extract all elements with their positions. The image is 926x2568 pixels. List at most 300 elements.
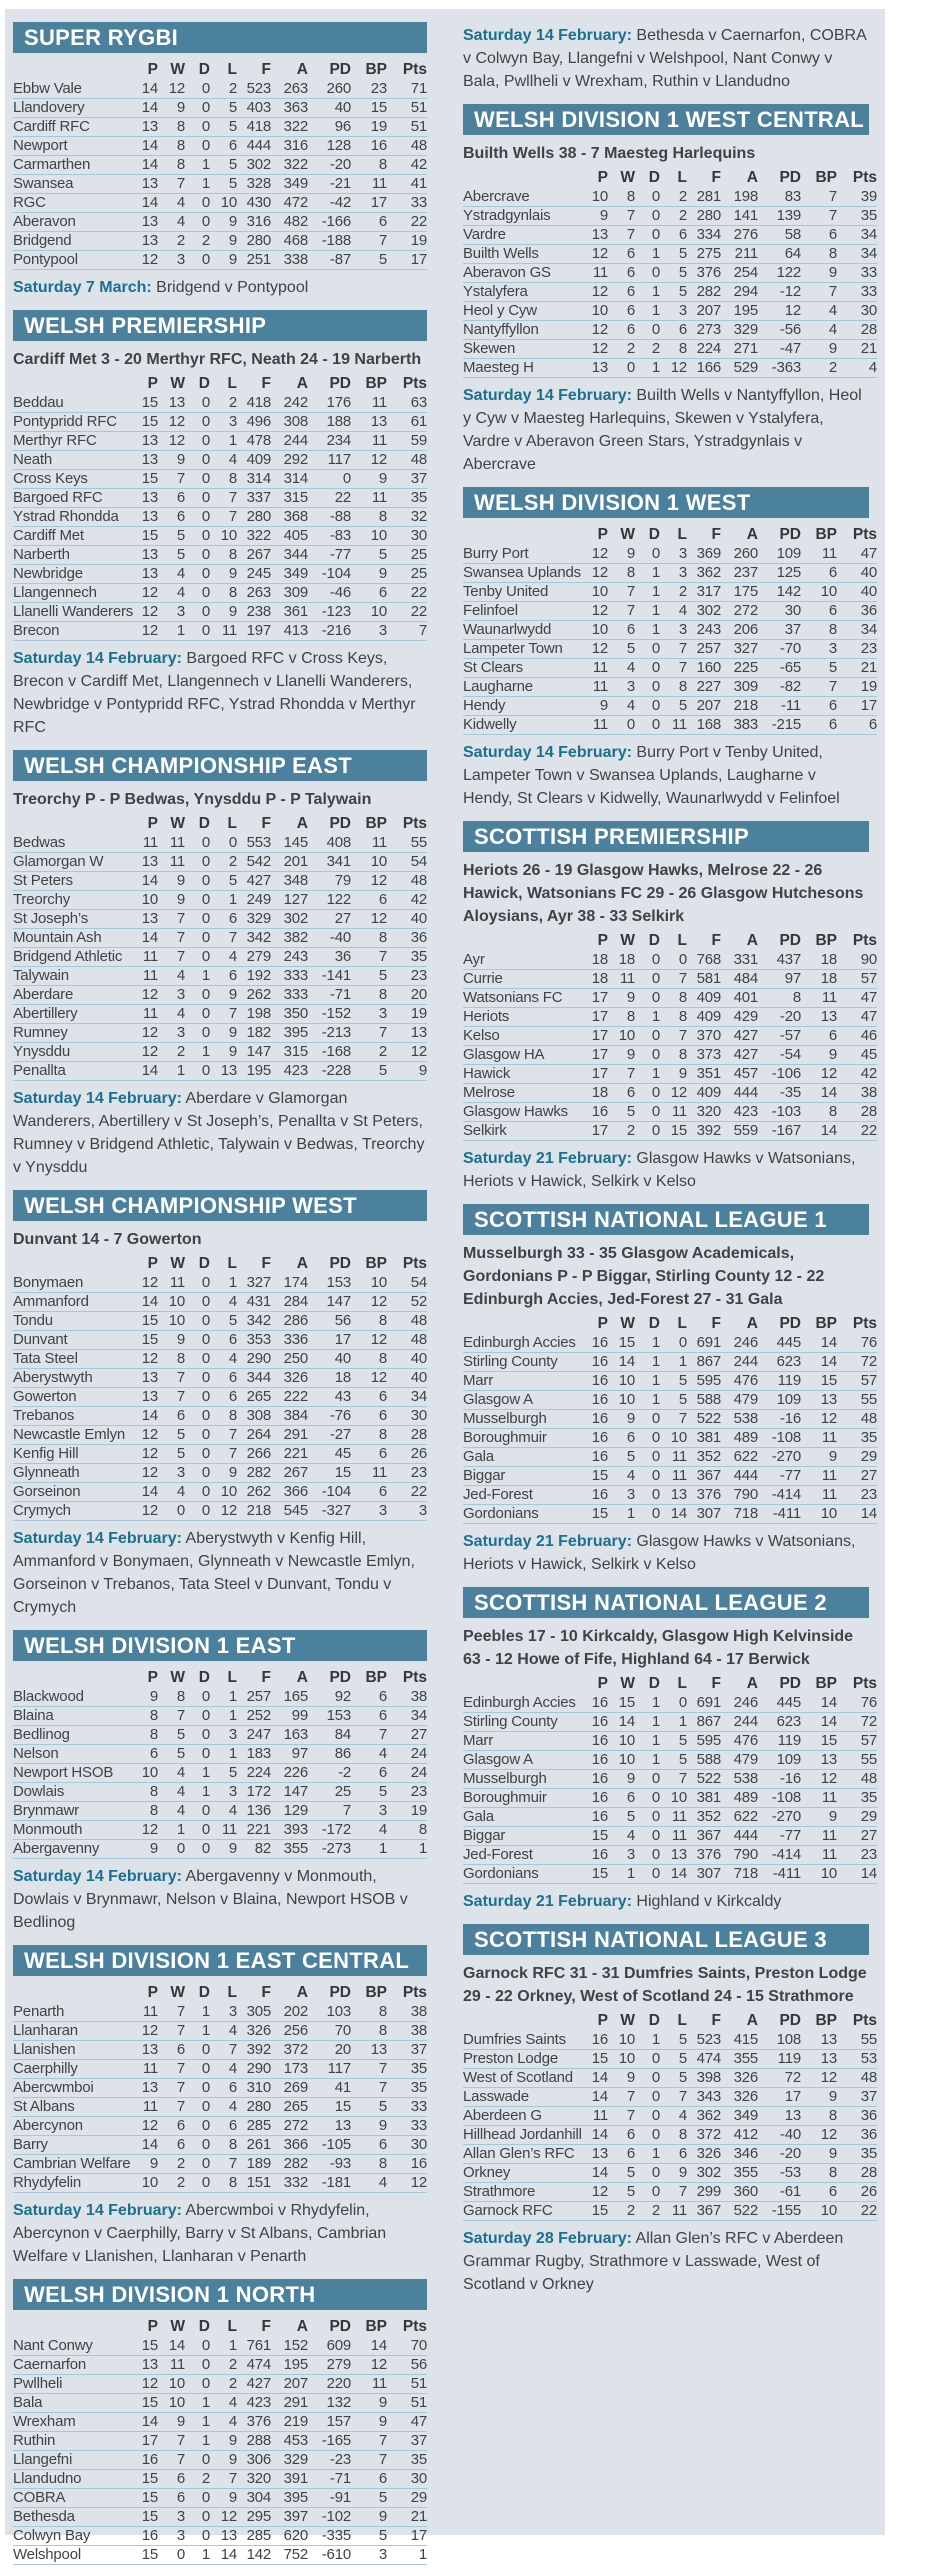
stat-cell: -77 xyxy=(758,1827,801,1846)
team-name-cell: Swansea xyxy=(13,175,133,194)
stat-cell: 623 xyxy=(758,1713,801,1732)
stat-cell: 355 xyxy=(721,2164,758,2183)
stat-cell: 6 xyxy=(801,564,837,583)
table-header-cell: P xyxy=(147,1255,158,1272)
stat-cell: 409 xyxy=(687,989,721,1008)
stat-cell: 8 xyxy=(351,986,387,1005)
stat-cell: 12 xyxy=(133,251,158,270)
stat-cell: 8 xyxy=(351,929,387,948)
table-row xyxy=(13,2527,427,2546)
stat-cell: 5 xyxy=(660,1391,687,1410)
stat-cell: 55 xyxy=(837,2031,877,2050)
stat-cell: 11 xyxy=(583,716,608,735)
stat-cell: 16 xyxy=(583,1103,608,1122)
stat-cell: 0 xyxy=(185,1726,210,1745)
table-row xyxy=(463,2031,877,2050)
fixtures-list: Abercwmboi v Rhydyfelin, Abercynon v Caerphilly, Barry v St Albans, Cambrian Welfare v Llanishen, Llanharan v Penarth xyxy=(13,2202,387,2265)
team-name-cell: RGC xyxy=(13,194,133,213)
table-head xyxy=(13,814,427,834)
table-header-cell: A xyxy=(746,169,758,186)
stat-cell: 14 xyxy=(133,137,158,156)
table-row xyxy=(13,2394,427,2413)
stat-cell: 867 xyxy=(687,1353,721,1372)
table-row xyxy=(13,986,427,1005)
stat-cell: 64 xyxy=(758,245,801,264)
table-body xyxy=(463,188,877,378)
stat-cell: 3 xyxy=(158,1464,185,1483)
table-head xyxy=(463,1674,877,1694)
stat-cell: 12 xyxy=(758,302,801,321)
stat-cell: 37 xyxy=(387,470,427,489)
stat-cell: 8 xyxy=(660,1046,687,1065)
stat-cell: 35 xyxy=(387,2451,427,2470)
table-header-cell: P xyxy=(147,61,158,78)
stat-cell: 7 xyxy=(608,1065,635,1084)
table-head xyxy=(463,931,877,951)
stat-cell: 51 xyxy=(387,2394,427,2413)
stat-cell: 45 xyxy=(308,1445,351,1464)
table-header-cell: BP xyxy=(365,2318,387,2335)
stat-cell: 6 xyxy=(608,2126,635,2145)
fixtures-list: Bridgend v Pontypool xyxy=(156,279,309,296)
table-row xyxy=(463,245,877,264)
stat-cell: 1 xyxy=(635,1065,660,1084)
table-header-cell: PD xyxy=(329,815,351,832)
stat-cell: 1 xyxy=(185,2394,210,2413)
stat-cell: 142 xyxy=(758,583,801,602)
stat-cell: 14 xyxy=(583,2126,608,2145)
stat-cell: 10 xyxy=(660,1429,687,1448)
table-header-cell: D xyxy=(648,2012,660,2029)
stat-cell: 6 xyxy=(608,245,635,264)
stat-cell: 1 xyxy=(635,2145,660,2164)
stat-cell: 0 xyxy=(635,545,660,564)
stat-cell: -54 xyxy=(758,1046,801,1065)
stat-cell: 5 xyxy=(158,1745,185,1764)
stat-cell: 25 xyxy=(387,546,427,565)
stat-cell: 8 xyxy=(158,137,185,156)
stat-cell: 373 xyxy=(687,1046,721,1065)
stat-cell: 0 xyxy=(185,99,210,118)
stat-cell: 48 xyxy=(387,1312,427,1331)
stat-cell: 10 xyxy=(351,603,387,622)
stat-cell: 290 xyxy=(237,2060,271,2079)
stat-cell: 299 xyxy=(687,2183,721,2202)
stat-cell: 0 xyxy=(185,565,210,584)
stat-cell: 9 xyxy=(801,2145,837,2164)
team-name-cell: Llangennech xyxy=(13,584,133,603)
stat-cell: 11 xyxy=(133,967,158,986)
stat-cell: 15 xyxy=(583,2050,608,2069)
stat-cell: 0 xyxy=(185,80,210,99)
stat-cell: 132 xyxy=(308,2394,351,2413)
stat-cell: 8 xyxy=(158,118,185,137)
stat-cell: 1 xyxy=(635,1391,660,1410)
stat-cell: 5 xyxy=(351,967,387,986)
stat-cell: 4 xyxy=(158,1802,185,1821)
stat-cell: 27 xyxy=(837,1467,877,1486)
stat-cell: 198 xyxy=(721,188,758,207)
team-name-cell: Heol y Cyw xyxy=(463,302,583,321)
stat-cell: 7 xyxy=(210,1005,237,1024)
stat-cell: 45 xyxy=(837,1046,877,1065)
table-header-cell: D xyxy=(648,169,660,186)
stat-cell: 7 xyxy=(801,283,837,302)
stat-cell: 5 xyxy=(351,546,387,565)
stat-cell: -27 xyxy=(308,1426,351,1445)
stat-cell: 48 xyxy=(837,1770,877,1789)
stat-cell: 9 xyxy=(210,1840,237,1859)
stat-cell: 1 xyxy=(158,622,185,641)
stat-cell: 14 xyxy=(608,1713,635,1732)
team-name-cell: Llandovery xyxy=(13,99,133,118)
stat-cell: 479 xyxy=(721,1751,758,1770)
stat-cell: 691 xyxy=(687,1334,721,1353)
stat-cell: 4 xyxy=(608,659,635,678)
stat-cell: 33 xyxy=(387,2098,427,2117)
stat-cell: 36 xyxy=(837,602,877,621)
team-name-cell: Strathmore xyxy=(463,2183,583,2202)
stat-cell: 7 xyxy=(210,929,237,948)
stat-cell: 4 xyxy=(351,1745,387,1764)
stat-cell: 11 xyxy=(660,1448,687,1467)
team-name-cell: Abercwmboi xyxy=(13,2079,133,2098)
table-header-cell: Pts xyxy=(402,1255,427,1272)
fixtures-text xyxy=(463,741,869,810)
stat-cell: 8 xyxy=(660,340,687,359)
table-row xyxy=(13,1350,427,1369)
stat-cell: 342 xyxy=(237,929,271,948)
stat-cell: 271 xyxy=(721,340,758,359)
table-row xyxy=(463,1103,877,1122)
stat-cell: 57 xyxy=(837,1732,877,1751)
team-name-cell: Swansea Uplands xyxy=(463,564,583,583)
stat-cell: -103 xyxy=(758,1103,801,1122)
fixtures-date: Saturday 14 February: xyxy=(13,650,182,667)
stat-cell: 0 xyxy=(185,2060,210,2079)
stat-cell: 9 xyxy=(210,213,237,232)
stat-cell: 16 xyxy=(583,1448,608,1467)
stat-cell: 0 xyxy=(635,188,660,207)
stat-cell: 11 xyxy=(133,1005,158,1024)
stat-cell: 52 xyxy=(387,1293,427,1312)
stat-cell: 5 xyxy=(660,264,687,283)
table-row xyxy=(13,1062,427,1081)
stat-cell: 1 xyxy=(210,2337,237,2356)
stat-cell: 13 xyxy=(158,394,185,413)
stat-cell: 265 xyxy=(237,1388,271,1407)
table-header-cell: W xyxy=(620,2012,635,2029)
stat-cell: 7 xyxy=(158,910,185,929)
stat-cell: -56 xyxy=(758,321,801,340)
stat-cell: 523 xyxy=(687,2031,721,2050)
stat-cell: 12 xyxy=(387,1043,427,1062)
stat-cell: -188 xyxy=(308,232,351,251)
fixtures-text xyxy=(13,1865,427,1934)
stat-cell: 221 xyxy=(271,1445,308,1464)
table-row xyxy=(13,470,427,489)
stat-cell: 16 xyxy=(133,2527,158,2546)
stat-cell: 225 xyxy=(721,659,758,678)
stat-cell: 13 xyxy=(801,2031,837,2050)
table-body xyxy=(13,2003,427,2193)
stat-cell: 6 xyxy=(158,489,185,508)
stat-cell: -123 xyxy=(308,603,351,622)
stat-cell: 10 xyxy=(583,302,608,321)
team-name-cell: Newbridge xyxy=(13,565,133,584)
table-head xyxy=(13,2317,427,2337)
table-header-cell: P xyxy=(147,815,158,832)
stat-cell: 15 xyxy=(801,1372,837,1391)
stat-cell: 8 xyxy=(608,188,635,207)
table-row xyxy=(463,2145,877,2164)
stat-cell: 27 xyxy=(837,1827,877,1846)
stat-cell: 718 xyxy=(721,1865,758,1884)
stat-cell: 6 xyxy=(660,226,687,245)
stat-cell: 11 xyxy=(801,545,837,564)
stat-cell: 11 xyxy=(351,489,387,508)
stat-cell: 202 xyxy=(271,2003,308,2022)
stat-cell: 279 xyxy=(308,2356,351,2375)
stat-cell: 13 xyxy=(210,1062,237,1081)
section-header xyxy=(463,487,869,518)
league-table xyxy=(13,60,427,270)
stat-cell: 1 xyxy=(185,2413,210,2432)
league-table xyxy=(463,168,877,378)
table-row xyxy=(13,1783,427,1802)
table-row xyxy=(463,1429,877,1448)
results-line: Musselburgh 33 - 35 Glasgow Academicals, Gordonians P - P Biggar, Stirling County 12 - 22 Edinburgh Accies, Jed-Forest 27 - 31 Gala xyxy=(463,1245,825,1308)
stat-cell: 9 xyxy=(608,1046,635,1065)
stat-cell: 496 xyxy=(237,413,271,432)
section-header xyxy=(13,1630,427,1661)
stat-cell: 26 xyxy=(387,1445,427,1464)
table-row xyxy=(13,2098,427,2117)
stat-cell: 273 xyxy=(687,321,721,340)
stat-cell: 9 xyxy=(351,2508,387,2527)
stat-cell: -16 xyxy=(758,1410,801,1429)
stat-cell: 332 xyxy=(271,2174,308,2193)
section-header xyxy=(463,104,869,135)
stat-cell: 2 xyxy=(158,1043,185,1062)
stat-cell: 395 xyxy=(271,1024,308,1043)
stat-cell: 1 xyxy=(185,2003,210,2022)
stat-cell: 768 xyxy=(687,951,721,970)
stat-cell: 476 xyxy=(721,1732,758,1751)
stat-cell: 14 xyxy=(583,2069,608,2088)
stat-cell: 7 xyxy=(660,970,687,989)
table-row xyxy=(13,2432,427,2451)
stat-cell: 5 xyxy=(660,1732,687,1751)
stat-cell: 307 xyxy=(687,1505,721,1524)
stat-cell: 8 xyxy=(351,508,387,527)
stat-cell: 409 xyxy=(687,1008,721,1027)
stat-cell: 16 xyxy=(583,1751,608,1770)
stat-cell: 7 xyxy=(801,678,837,697)
stat-cell: -141 xyxy=(308,967,351,986)
table-row xyxy=(463,207,877,226)
team-name-cell: Rumney xyxy=(13,1024,133,1043)
stat-cell: 14 xyxy=(837,1865,877,1884)
stat-cell: 12 xyxy=(133,986,158,1005)
stat-cell: 6 xyxy=(158,1407,185,1426)
stat-cell: 8 xyxy=(660,1008,687,1027)
fixtures-date: Saturday 21 February: xyxy=(463,1150,632,1167)
stat-cell: 3 xyxy=(158,2508,185,2527)
stat-cell: 1 xyxy=(158,1062,185,1081)
stat-cell: 0 xyxy=(635,2088,660,2107)
results-line: Peebles 17 - 10 Kirkcaldy, Glasgow High Kelvinside 63 - 12 Howe of Fife, Highland 64 - 17 Berwick xyxy=(463,1628,854,1668)
stat-cell: 0 xyxy=(635,1084,660,1103)
stat-cell: 5 xyxy=(158,1426,185,1445)
stat-cell: 13 xyxy=(801,1008,837,1027)
stat-cell: 320 xyxy=(687,1103,721,1122)
stat-cell: 6 xyxy=(351,1707,387,1726)
stat-cell: 10 xyxy=(608,1027,635,1046)
table-row xyxy=(463,951,877,970)
stat-cell: 14 xyxy=(133,1062,158,1081)
team-name-cell: Bridgend xyxy=(13,232,133,251)
stat-cell: 5 xyxy=(210,156,237,175)
stat-cell: -20 xyxy=(758,2145,801,2164)
stat-cell: 6 xyxy=(210,1369,237,1388)
stat-cell: 13 xyxy=(801,2050,837,2069)
stat-cell: 427 xyxy=(237,2375,271,2394)
stat-cell: 11 xyxy=(660,1808,687,1827)
table-header-cell: Pts xyxy=(852,932,877,949)
stat-cell: 7 xyxy=(158,1388,185,1407)
stat-cell: 0 xyxy=(185,603,210,622)
stat-cell: 48 xyxy=(837,1410,877,1429)
stat-cell: 56 xyxy=(387,2356,427,2375)
stat-cell: 1 xyxy=(210,1274,237,1293)
table-row xyxy=(13,1293,427,1312)
stat-cell: 0 xyxy=(185,2155,210,2174)
stat-cell: 1 xyxy=(608,1865,635,1884)
stat-cell: 367 xyxy=(687,1467,721,1486)
stat-cell: 322 xyxy=(271,118,308,137)
table-row xyxy=(13,910,427,929)
table-row xyxy=(463,697,877,716)
stat-cell: 33 xyxy=(387,2117,427,2136)
stat-cell: 9 xyxy=(801,1046,837,1065)
stat-cell: 252 xyxy=(237,1707,271,1726)
team-name-cell: Musselburgh xyxy=(463,1770,583,1789)
stat-cell: 1 xyxy=(635,1751,660,1770)
stat-cell: 302 xyxy=(271,910,308,929)
stat-cell: 6 xyxy=(210,967,237,986)
stat-cell: 1 xyxy=(635,245,660,264)
table-header-cell: BP xyxy=(365,1669,387,1686)
stat-cell: 6 xyxy=(210,137,237,156)
team-name-cell: Ynysddu xyxy=(13,1043,133,1062)
table-header-row xyxy=(463,525,877,545)
stat-cell: 315 xyxy=(271,1043,308,1062)
stat-cell: 1 xyxy=(210,1707,237,1726)
stat-cell: 306 xyxy=(237,2451,271,2470)
stat-cell: 0 xyxy=(635,2183,660,2202)
stat-cell: 13 xyxy=(387,1024,427,1043)
stat-cell: 415 xyxy=(721,2031,758,2050)
stat-cell: 6 xyxy=(210,910,237,929)
stat-cell: 9 xyxy=(158,451,185,470)
stat-cell: 1 xyxy=(185,967,210,986)
stat-cell: 262 xyxy=(237,1483,271,1502)
table-header-cell: W xyxy=(170,1255,185,1272)
stat-cell: 47 xyxy=(837,545,877,564)
stat-cell: 372 xyxy=(271,2041,308,2060)
stat-cell: 6 xyxy=(210,1388,237,1407)
stat-cell: 360 xyxy=(721,2183,758,2202)
table-head xyxy=(13,1983,427,2003)
stat-cell: 1 xyxy=(185,2022,210,2041)
stat-cell: 12 xyxy=(351,1331,387,1350)
stat-cell: 718 xyxy=(721,1505,758,1524)
table-header-cell: D xyxy=(648,932,660,949)
stat-cell: 11 xyxy=(351,834,387,853)
stat-cell: 790 xyxy=(721,1846,758,1865)
stat-cell: -411 xyxy=(758,1865,801,1884)
stat-cell: 0 xyxy=(635,226,660,245)
stat-cell: 35 xyxy=(837,1429,877,1448)
table-header-cell: D xyxy=(198,815,210,832)
table-row xyxy=(13,929,427,948)
table-row xyxy=(463,2183,877,2202)
stat-cell: -166 xyxy=(308,213,351,232)
table-body xyxy=(463,545,877,735)
stat-cell: 329 xyxy=(237,910,271,929)
stat-cell: 9 xyxy=(158,891,185,910)
stat-cell: 37 xyxy=(837,2088,877,2107)
stat-cell: 275 xyxy=(687,245,721,264)
fixtures-list: Bargoed RFC v Cross Keys, Brecon v Cardiff Met, Llangennech v Llanelli Wanderers, Newbridge v Pontypridd RFC, Ystrad Rhondda v Merthyr RFC xyxy=(13,650,416,736)
stat-cell: 445 xyxy=(758,1334,801,1353)
table-header-cell: P xyxy=(597,1675,608,1692)
fixtures-date: Saturday 14 February: xyxy=(463,744,632,761)
stat-cell: 2 xyxy=(185,232,210,251)
fixtures-date: Saturday 21 February: xyxy=(463,1893,632,1910)
stat-cell: 246 xyxy=(721,1694,758,1713)
stat-cell: 165 xyxy=(271,1688,308,1707)
table-body xyxy=(13,2337,427,2565)
fixtures-date: Saturday 14 February: xyxy=(13,1868,182,1885)
stat-cell: 19 xyxy=(837,678,877,697)
team-name-header xyxy=(463,1674,583,1694)
stat-cell: 117 xyxy=(308,2060,351,2079)
stat-cell: 0 xyxy=(185,622,210,641)
right-column xyxy=(463,22,877,2568)
stat-cell: 10 xyxy=(158,2375,185,2394)
stat-cell: 401 xyxy=(721,989,758,1008)
team-name-cell: Ystradgynlais xyxy=(463,207,583,226)
stat-cell: 6 xyxy=(351,2136,387,2155)
stat-cell: 472 xyxy=(271,194,308,213)
table-header-cell: L xyxy=(677,1315,687,1332)
stat-cell: 393 xyxy=(271,1821,308,1840)
table-header-cell: F xyxy=(261,2318,271,2335)
stat-cell: 17 xyxy=(387,2527,427,2546)
stat-cell: 147 xyxy=(271,1783,308,1802)
stat-cell: 0 xyxy=(185,432,210,451)
stat-cell: 15 xyxy=(608,1334,635,1353)
stat-cell: -47 xyxy=(758,340,801,359)
stat-cell: 2 xyxy=(608,2202,635,2221)
table-row xyxy=(13,1464,427,1483)
table-row xyxy=(13,622,427,641)
stat-cell: 15 xyxy=(133,527,158,546)
team-name-header xyxy=(463,1314,583,1334)
stat-cell: 0 xyxy=(185,1802,210,1821)
